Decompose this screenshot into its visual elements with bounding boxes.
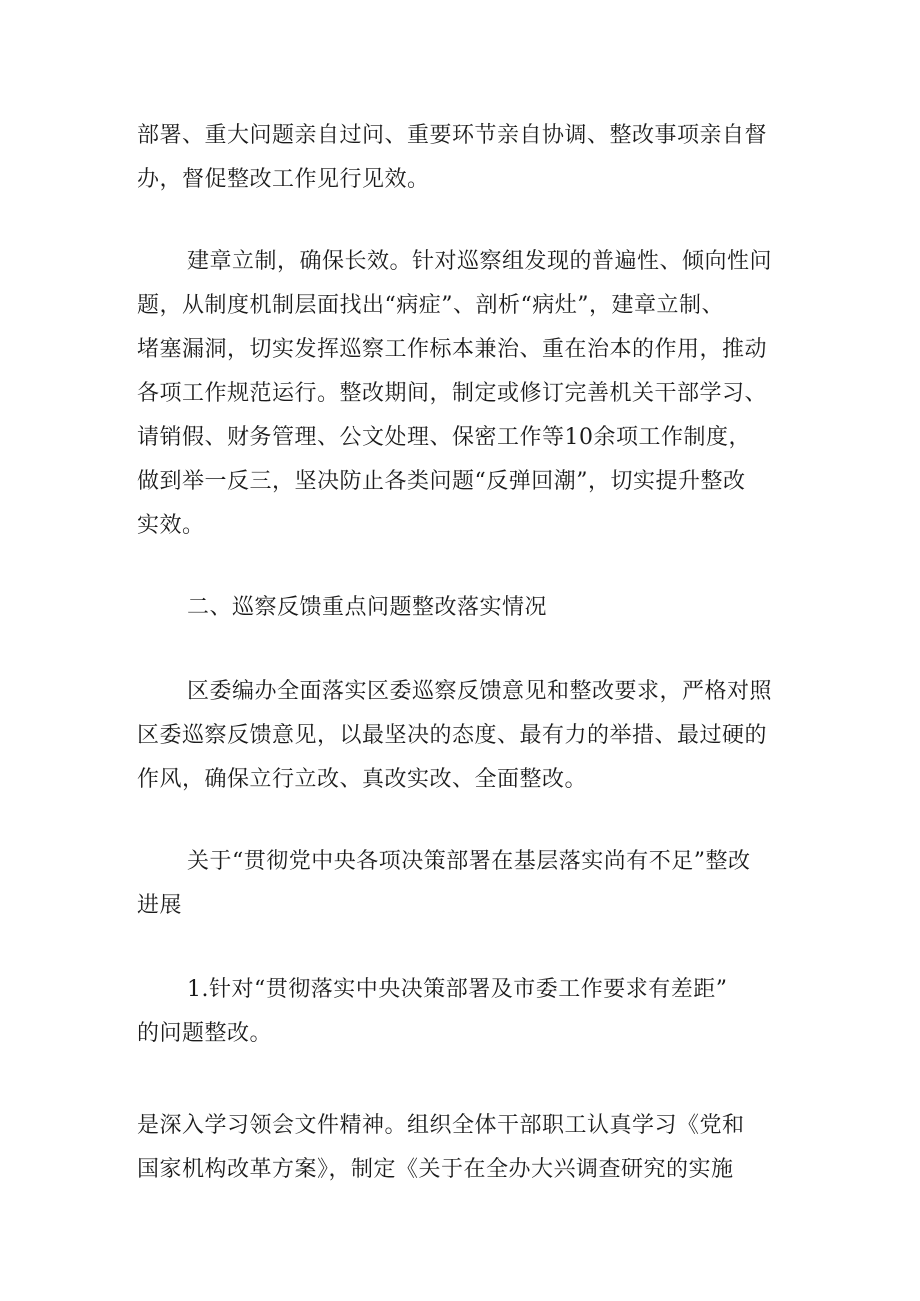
text-line: 是深入学习领会文件精神。组织全体干部职工认真学习《党和 xyxy=(137,1113,745,1138)
text-line: 部署、重大问题亲自过问、重要环节亲自协调、整改事项亲自督 xyxy=(137,123,768,148)
text-line: 1.针对“贯彻落实中央决策部署及市委工作要求有差距” xyxy=(187,977,728,1002)
section-heading xyxy=(137,586,797,630)
text-line: 区委巡察反馈意见，以最坚决的态度、最有力的举措、最过硬的 xyxy=(137,723,768,748)
text-line: 国家机构改革方案》，制定《关于在全办大兴调查研究的实施 xyxy=(137,1157,734,1182)
text-line: 建章立制，确保长效。针对巡察组发现的普遍性、倾向性问 xyxy=(187,249,773,274)
text-line: 作风，确保立行立改、真改实改、全面整改。 xyxy=(137,767,588,792)
text-line: 办，督促整改工作见行见效。 xyxy=(137,167,430,192)
paragraph-implementation xyxy=(137,670,797,802)
text-line: 做到举一反三，坚决防止各类问题“反弹回潮”，切实提升整改 xyxy=(137,469,746,494)
text-line: 的问题整改。 xyxy=(137,1021,273,1046)
numbered-item-1 xyxy=(137,968,797,1056)
text-line: 请销假、财务管理、公文处理、保密工作等10余项工作制度， xyxy=(137,425,751,450)
paragraph-continuation xyxy=(137,114,797,202)
text-line: 题，从制度机制层面找出“病症”、剖析“病灶”，建章立制、 xyxy=(137,293,724,318)
subheading-progress xyxy=(137,840,797,928)
text-line: 进展 xyxy=(137,893,183,918)
text-line: 区委编办全面落实区委巡察反馈意见和整改要求，严格对照 xyxy=(187,679,773,704)
heading-line: 二、巡察反馈重点问题整改落实情况 xyxy=(187,595,548,620)
text-line: 实效。 xyxy=(137,513,205,538)
paragraph-study xyxy=(137,1104,797,1192)
text-line: 各项工作规范运行。整改期间，制定或修订完善机关干部学习、 xyxy=(137,381,768,406)
text-line: 堵塞漏洞，切实发挥巡察工作标本兼治、重在治本的作用，推动 xyxy=(137,337,768,362)
text-line: 关于“贯彻党中央各项决策部署在基层落实尚有不足”整改 xyxy=(187,849,751,874)
paragraph-regulations xyxy=(137,240,797,548)
